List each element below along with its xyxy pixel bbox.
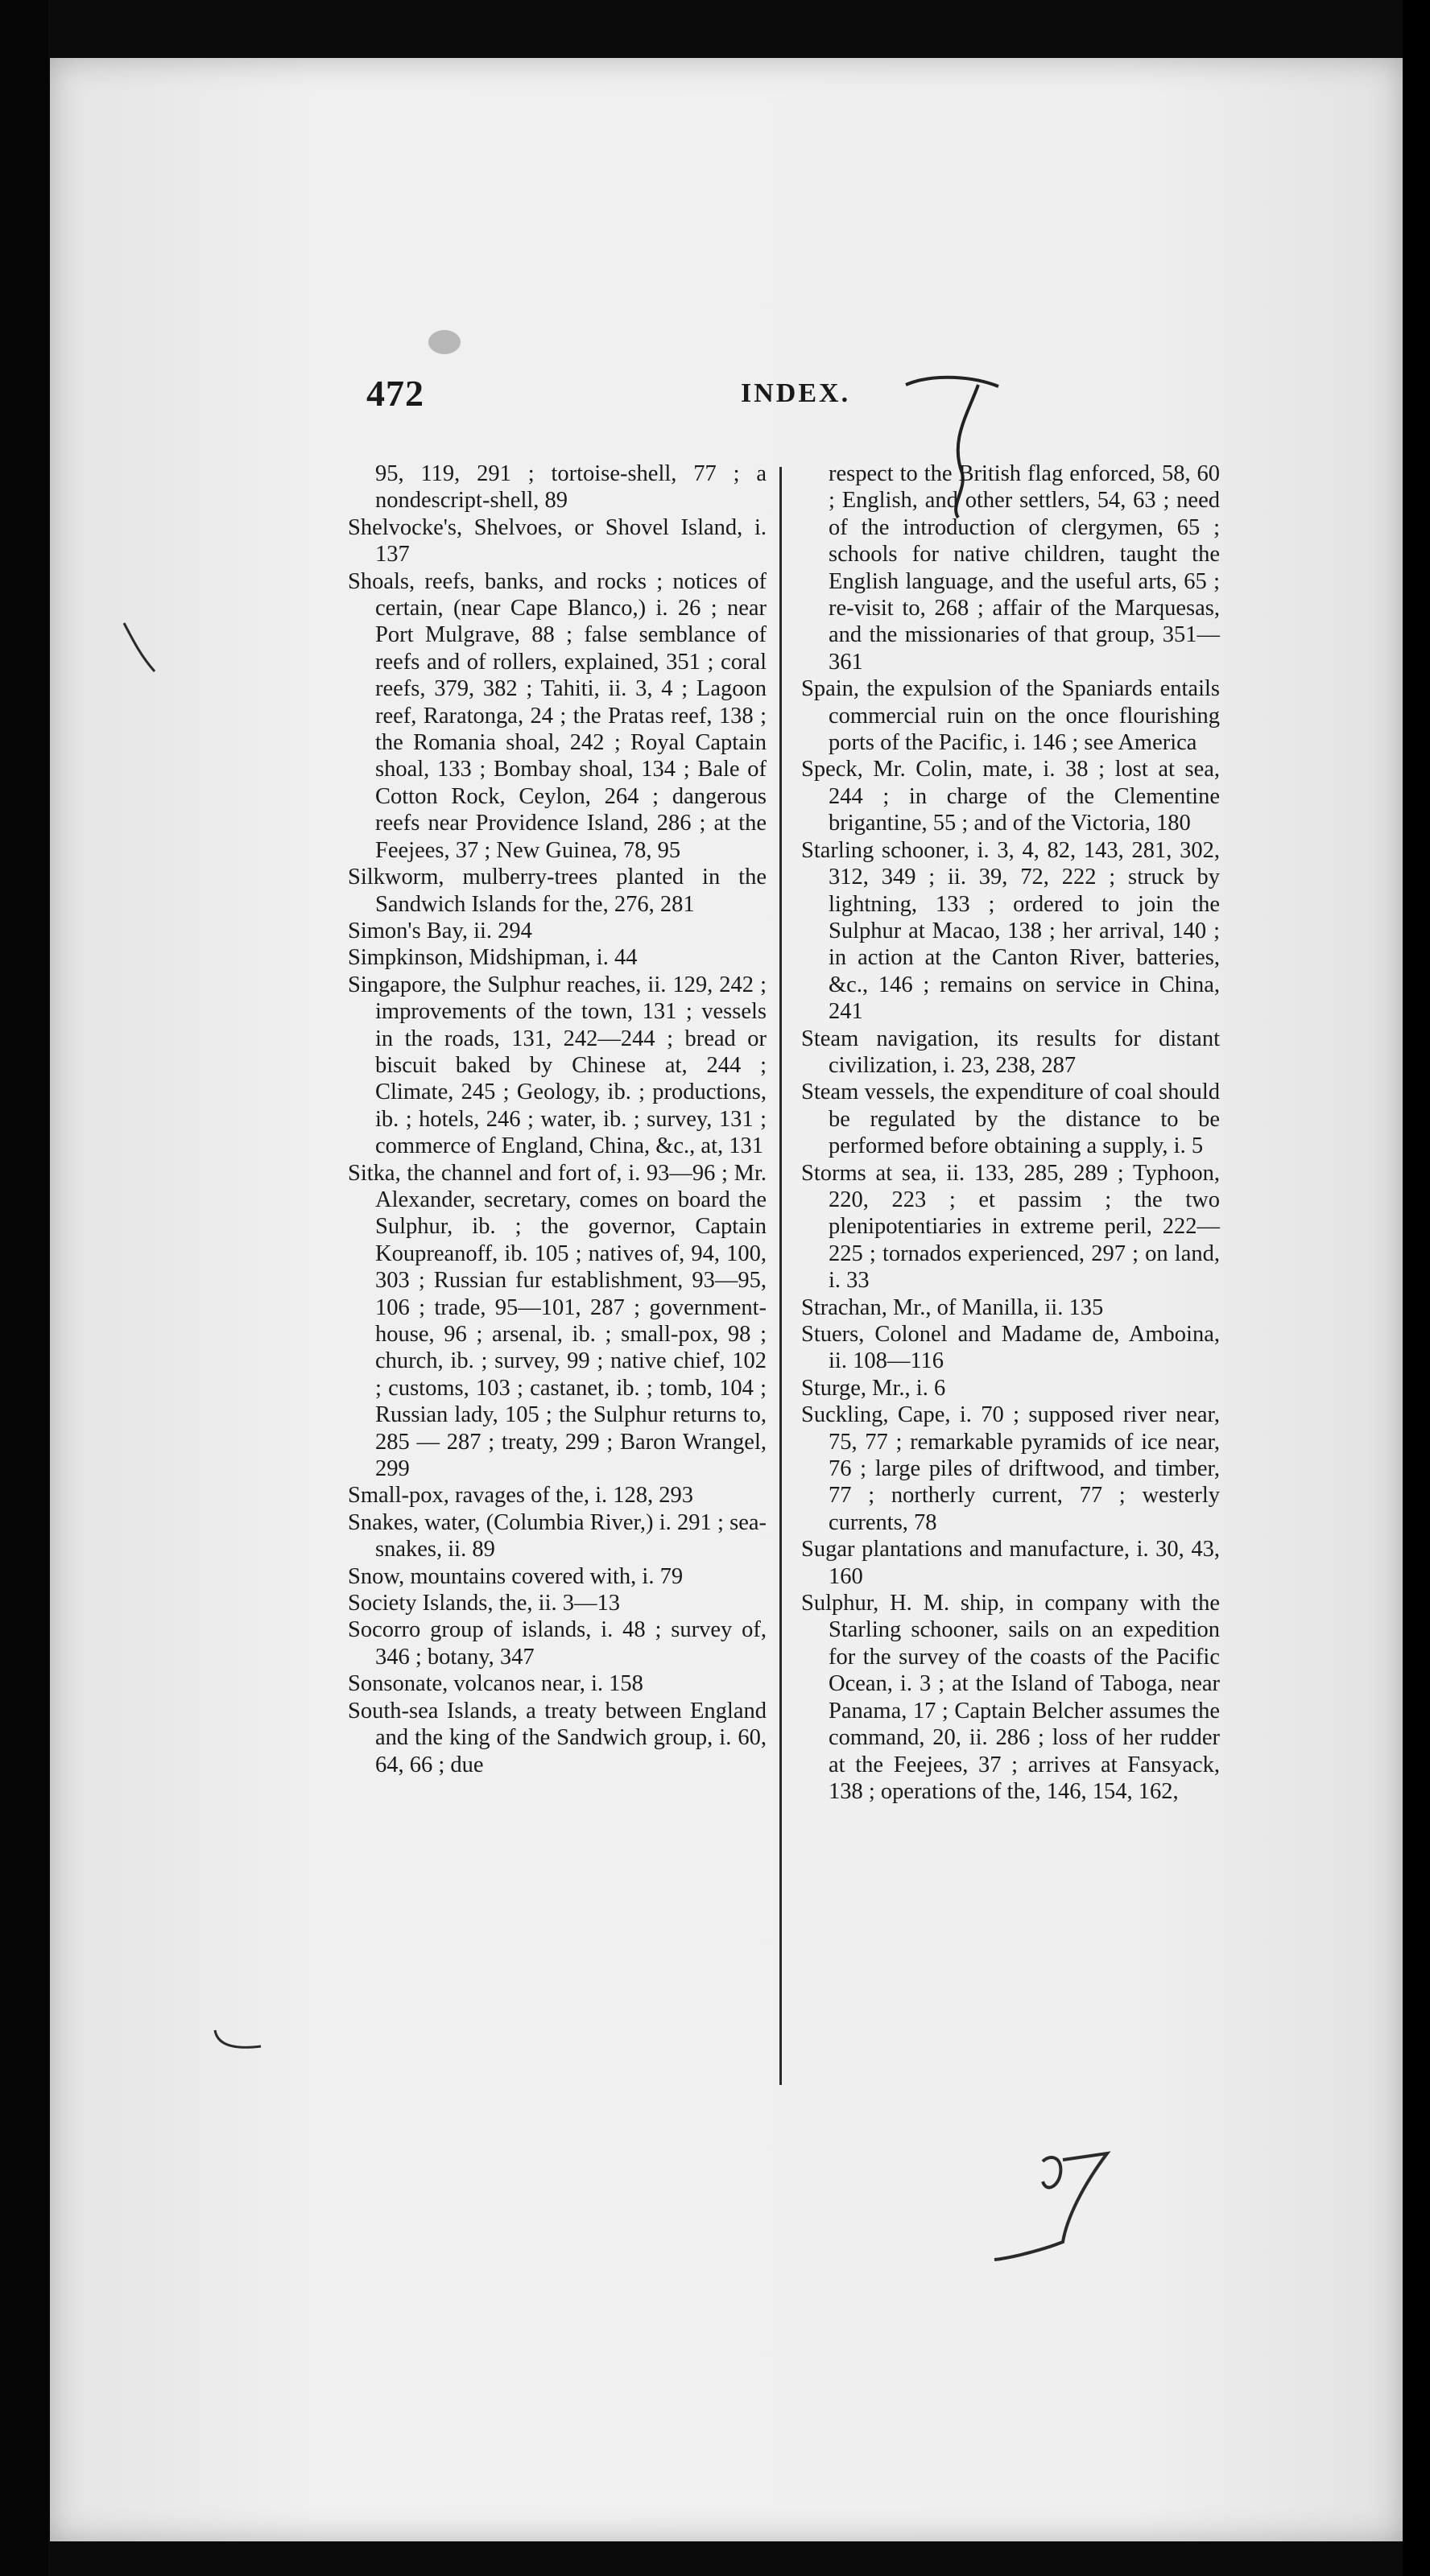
pen-mark-bottom-left xyxy=(211,2025,267,2058)
ink-blot xyxy=(428,330,461,354)
index-entry: Starling schooner, i. 3, 4, 82, 143, 281, 302, 312, 349 ; ii. 39, 72, 222 ; struck by lightning, 133 ; ordered to join the Sulphur at Macao, 138 ; her arrival, 140 ; in action at the Canton River, batteries, &c., 146 ; remains on service in China, 241 xyxy=(801,837,1220,1025)
index-entry: Simpkinson, Midshipman, i. 44 xyxy=(348,945,638,971)
index-entry: Sugar plantations and manufacture, i. 30, 43, 160 xyxy=(801,1537,1220,1589)
column-rule xyxy=(779,467,782,2085)
index-entry: Storms at sea, ii. 133, 285, 289 ; Typhoon, 220, 223 ; et passim ; the two plenipotentiaries in extreme peril, 222—225 ; tornados experienced, 297 ; on land, i. 33 xyxy=(801,1160,1220,1294)
pen-mark-left xyxy=(121,620,161,676)
index-entry: Spain, the expulsion of the Spaniards entails commercial ruin on the once flourishing ports of the Pacific, i. 146 ; see America xyxy=(801,676,1220,756)
index-entry: Snow, mountains covered with, i. 79 xyxy=(348,1563,684,1589)
index-entry: Singapore, the Sulphur reaches, ii. 129, 242 ; improvements of the town, 131 ; vessels in the roads, 131, 242—244 ; bread or biscuit baked by Chinese at, 244 ; Climate, 245 ; Geology, ib. ; productions, ib. ; hotels, 246 ; water, ib. ; survey, 131 ; commerce of England, China, &c., at, 131 xyxy=(348,972,767,1159)
index-entry: Strachan, Mr., of Manilla, ii. 135 xyxy=(801,1294,1104,1320)
index-entry: Simon's Bay, ii. 294 xyxy=(348,918,532,943)
index-column-right xyxy=(801,460,1220,1805)
index-entry: Small-pox, ravages of the, i. 128, 293 xyxy=(348,1483,694,1509)
scan-margin-right xyxy=(1403,0,1430,2576)
index-entry: Silkworm, mulberry-trees planted in the Sandwich Islands for the, 276, 281 xyxy=(348,865,767,917)
index-entry: Suckling, Cape, i. 70 ; supposed river near, 75, 77 ; remarkable pyramids of ice near, 76 ; large piles of driftwood, and timber, 77 ; northerly current, 77 ; westerly currents, 78 xyxy=(801,1402,1220,1535)
index-entry: Sulphur, H. M. ship, in company with the Starling schooner, sails on an expedition for the survey of the coasts of the Pacific Ocean, i. 3 ; at the Island of Taboga, near Panama, 17 ; Captain Belcher assumes the command, 20, ii. 286 ; loss of her rudder at the Feejees, 37 ; arrives at Fansyack, 138 ; operations of the, 146, 154, 162, xyxy=(801,1591,1220,1804)
index-entry: Speck, Mr. Colin, mate, i. 38 ; lost at sea, 244 ; in charge of the Clementine brigantine, 55 ; and of the Victoria, 180 xyxy=(801,757,1220,836)
index-entry: Snakes, water, (Columbia River,) i. 291 ; sea-snakes, ii. 89 xyxy=(348,1509,767,1563)
index-entry: Steam navigation, its results for distant civilization, i. 23, 238, 287 xyxy=(801,1026,1220,1078)
index-column-left xyxy=(348,460,767,1778)
index-entry: respect to the British flag enforced, 58, 60 ; English, and other settlers, 54, 63 ; need of the introduction of clergymen, 65 ; schools for native children, taught the English language, and the useful arts, 65 ; re-visit to, 268 ; affair of the Marquesas, and the missionaries of that group, 351—361 xyxy=(829,461,1220,675)
index-entry: Society Islands, the, ii. 3—13 xyxy=(348,1591,621,1616)
index-entry: 95, 119, 291 ; tortoise-shell, 77 ; a nondescript-shell, 89 xyxy=(375,461,767,514)
index-entry: Sitka, the channel and fort of, i. 93—96 ; Mr. Alexander, secretary, comes on board the Sulphur, ib. ; the governor, Captain Koupreanoff, ib. 105 ; natives of, 94, 100, 303 ; Russian fur establishment, 93—95, 106 ; trade, 95—101, 287 ; government-house, 96 ; arsenal, ib. ; small-pox, 98 ; church, ib. ; survey, 99 ; native chief, 102 ; customs, 103 ; castanet, ib. ; tomb, 104 ; Russian lady, 105 ; the Sulphur returns to, 285 — 287 ; treaty, 299 ; Baron Wrangel, 299 xyxy=(348,1160,767,1482)
pen-scribble-bottom-right xyxy=(986,2145,1131,2266)
index-entry: Sonsonate, volcanos near, i. 158 xyxy=(348,1671,643,1697)
index-entry: Stuers, Colonel and Madame de, Amboina, ii. 108—116 xyxy=(801,1322,1220,1374)
page-header xyxy=(366,372,1252,420)
index-entry: Steam vessels, the expenditure of coal should be regulated by the distance to be performed before obtaining a supply, i. 5 xyxy=(801,1080,1220,1159)
index-entry: Socorro group of islands, i. 48 ; survey of, 346 ; botany, 347 xyxy=(348,1617,767,1670)
index-entry: Sturge, Mr., i. 6 xyxy=(801,1375,946,1401)
index-entry: Shelvocke's, Shelvoes, or Shovel Island, i. 137 xyxy=(348,514,767,568)
index-entry: Shoals, reefs, banks, and rocks ; notices of certain, (near Cape Blanco,) i. 26 ; near Port Mulgrave, 88 ; false semblance of reefs and of rollers, explained, 351 ; coral reefs, 379, 382 ; Tahiti, ii. 3, 4 ; Lagoon reef, Raratonga, 24 ; the Pratas reef, 138 ; the Romania shoal, 242 ; Royal Captain shoal, 133 ; Bombay shoal, 134 ; Bale of Cotton Rock, Ceylon, 264 ; dangerous reefs near Providence Island, 286 ; at the Feejees, 37 ; New Guinea, 78, 95 xyxy=(348,568,767,863)
running-head: INDEX. xyxy=(741,378,851,408)
page-number: 472 xyxy=(366,373,424,414)
index-entry: South-sea Islands, a treaty between England and the king of the Sandwich group, i. 60, 64, 66 ; due xyxy=(348,1698,767,1777)
scan-margin-left xyxy=(0,0,48,2576)
